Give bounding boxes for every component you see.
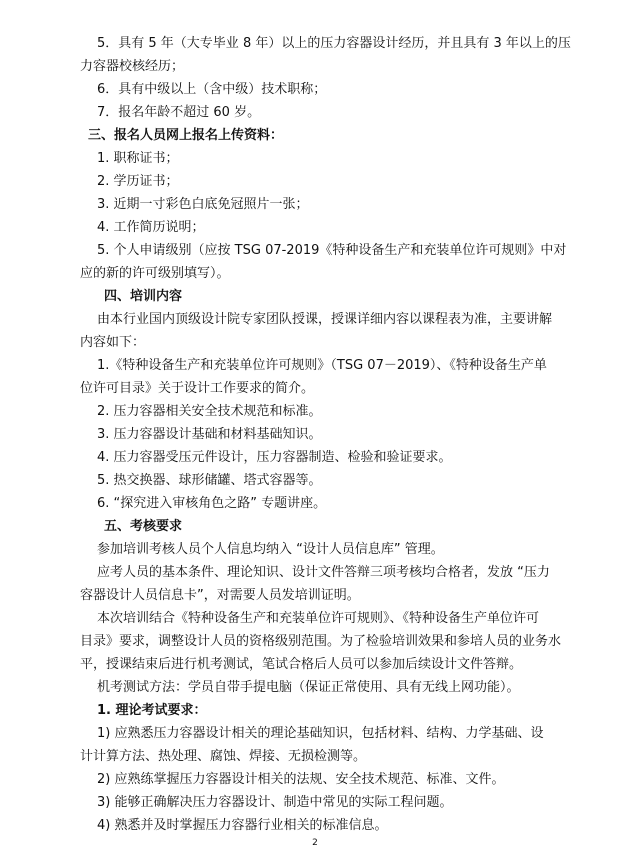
requirement-7: 7．报名年龄不超过 60 岁。 xyxy=(97,105,261,120)
upload-item-3: 3. 近期一寸彩色白底免冠照片一张； xyxy=(97,197,309,212)
assessment-para-2-line-2: 容器设计人员信息卡”，对需要人员发培训证明。 xyxy=(80,588,360,603)
assessment-para-3-line-1: 本次培训结合《特种设备生产和充装单位许可规则》、《特种设备生产单位许可 xyxy=(97,611,540,626)
assessment-para-3-line-2: 目录》要求，调整设计人员的资格级别范围。为了检验培训效果和参培人员的业务水 xyxy=(80,634,562,649)
section-4-heading: 四、培训内容 xyxy=(104,289,183,304)
theory-req-2: 2) 应熟练掌握压力容器设计相关的法规、安全技术规范、标准、文件。 xyxy=(97,772,505,787)
requirement-5-line-1: 5．具有 5 年（大专毕业 8 年）以上的压力容器设计经历，并且具有 3 年以上的压 xyxy=(97,36,571,51)
training-item-5: 5. 热交换器、球形储罐、塔式容器等。 xyxy=(97,473,322,488)
training-item-3: 3. 压力容器设计基础和材料基础知识。 xyxy=(97,427,322,442)
training-item-2: 2. 压力容器相关安全技术规范和标准。 xyxy=(97,404,322,419)
assessment-para-1: 参加培训考核人员个人信息均纳入 “设计人员信息库” 管理。 xyxy=(97,542,444,557)
theory-req-3: 3) 能够正确解决压力容器设计、制造中常见的实际工程问题。 xyxy=(97,795,453,810)
theory-exam-heading: 1. 理论考试要求： xyxy=(97,703,207,718)
requirement-6: 6．具有中级以上（含中级）技术职称； xyxy=(97,82,327,97)
upload-item-2: 2. 学历证书； xyxy=(97,174,179,189)
section-5-heading: 五、考核要求 xyxy=(104,519,183,534)
assessment-para-3-line-3: 平，授课结束后进行机考测试，笔试合格后人员可以参加后续设计文件答辩。 xyxy=(80,657,523,672)
requirement-5-line-2: 力容器校核经历； xyxy=(80,59,185,74)
training-item-4: 4. 压力容器受压元件设计，压力容器制造、检验和验证要求。 xyxy=(97,450,452,465)
training-intro-line-1: 由本行业国内顶级设计院专家团队授课，授课详细内容以课程表为准，主要讲解 xyxy=(97,312,553,327)
training-item-1-line-2: 位许可目录》关于设计工作要求的简介。 xyxy=(80,381,315,396)
computer-test-method: 机考测试方法：学员自带手提电脑（保证正常使用、具有无线上网功能）。 xyxy=(97,680,520,695)
assessment-para-2-line-1: 应考人员的基本条件、理论知识、设计文件答辩三项考核均合格者，发放 “压力 xyxy=(97,565,550,580)
theory-req-1-line-2: 计计算方法、热处理、腐蚀、焊接、无损检测等。 xyxy=(80,749,367,764)
page-number: 2 xyxy=(312,838,318,848)
training-intro-line-2: 内容如下： xyxy=(80,335,146,350)
theory-req-1-line-1: 1) 应熟悉压力容器设计相关的理论基础知识，包括材料、结构、力学基础、设 xyxy=(97,726,544,741)
upload-item-5-line-2: 应的新的许可级别填写）。 xyxy=(80,266,230,281)
upload-item-4: 4. 工作简历说明； xyxy=(97,220,205,235)
upload-item-1: 1. 职称证书； xyxy=(97,151,179,166)
upload-item-5-line-1: 5. 个人申请级别（应按 TSG 07-2019《特种设备生产和充装单位许可规则》中对 xyxy=(97,243,567,258)
training-item-1-line-1: 1.《特种设备生产和充装单位许可规则》（TSG 07－2019）、《特种设备生产单 xyxy=(97,358,547,373)
training-item-6: 6. “探究进入审核角色之路” 专题讲座。 xyxy=(97,496,327,511)
section-3-heading: 三、报名人员网上报名上传资料： xyxy=(88,128,284,143)
theory-req-4: 4) 熟悉并及时掌握压力容器行业相关的标准信息。 xyxy=(97,818,388,833)
